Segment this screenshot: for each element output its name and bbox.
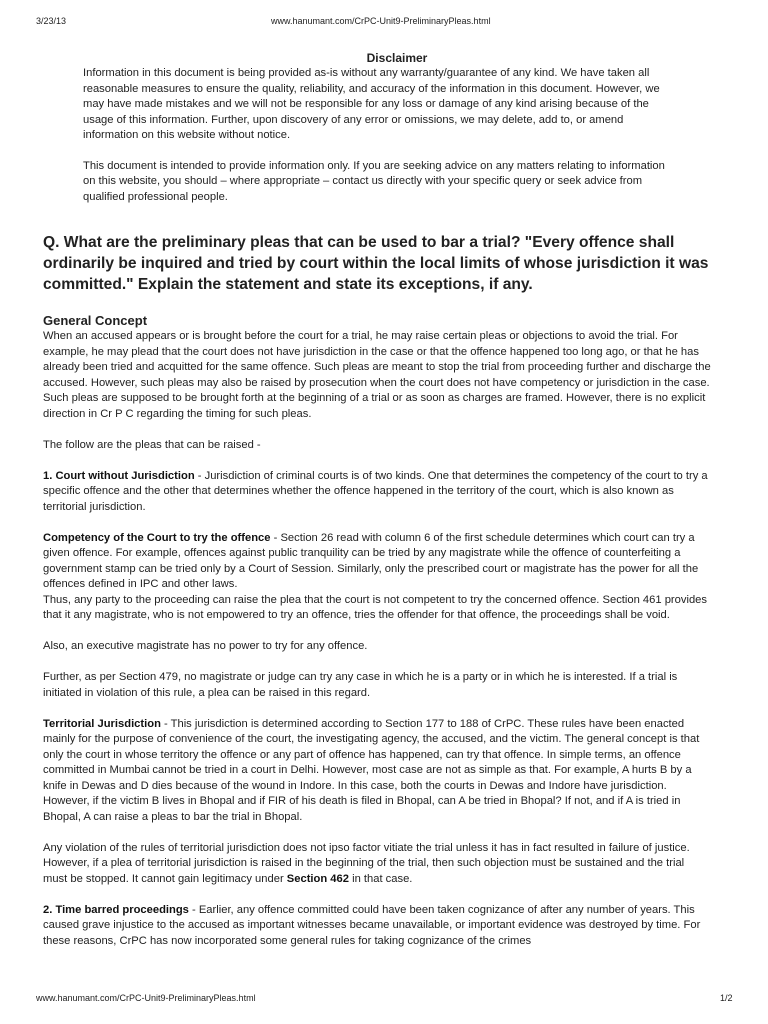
time-barred-lead: 2. Time barred proceedings xyxy=(43,903,189,916)
disclaimer-block xyxy=(83,66,675,205)
time-barred-paragraph xyxy=(43,903,711,950)
disclaimer-paragraph-2: This document is intended to provide information only. If you are seeking advice on any matters relating to information on this website, you should – where appropriate – contact us directly with your specific query or seek advice from qualified professional people. xyxy=(83,159,665,203)
disclaimer-title: Disclaimer xyxy=(366,51,428,65)
header-url: www.hanumant.com/CrPC-Unit9-PreliminaryPleas.html xyxy=(271,16,491,26)
general-paragraph-2: Such pleas are supposed to be brought forth at the beginning of a trial or as soon as charges are framed. However, there is no explicit direction in Cr P C regarding the timing for such pleas. xyxy=(43,392,706,420)
court-without-jurisdiction-paragraph xyxy=(43,469,711,516)
competency-text: - Section 26 read with column 6 of the first schedule determines which court can try a given offence. For example, offences against public tranquility can be tried by any magistrate while the offence of counterfeiting a government stamp can be tried only by a Court of Session. Similarly, only the prescribed court or magistrate has the power for all the offences defined in IPC and other laws. xyxy=(43,531,699,590)
territorial-violation-tail: in that case. xyxy=(348,872,413,885)
footer-page-number: 1/2 xyxy=(720,993,733,1003)
general-concept-heading: General Concept xyxy=(43,313,148,328)
territorial-paragraph xyxy=(43,717,711,826)
court-without-jurisdiction-text: - Jurisdiction of criminal courts is of two kinds. One that determines the competency of the court to try a specific offence and the other that determines whether the offence happened in the territory of the court, which is also known as territorial jurisdiction. xyxy=(43,469,708,513)
document-body xyxy=(43,50,711,949)
court-without-jurisdiction-lead: 1. Court without Jurisdiction xyxy=(43,469,195,482)
competency-paragraph-2: Thus, any party to the proceeding can raise the plea that the court is not competent to try the concerned offence. Section 461 provides that it any magistrate, who is not empowered to try an offence, tries the offender for that offence, the proceedings shall be void. xyxy=(43,593,707,621)
disclaimer-paragraph-1: Information in this document is being provided as-is without any warranty/guarantee of any kind. We have taken all reasonable measures to ensure the quality, reliability, and accuracy of the information in this document. However, we may have made mistakes and we will not be responsible for any loss or damage of any kind arising because of the usage of this information. Further, upon discovery of any error or omissions, we may delete, add to, or amend information on this website without notice. xyxy=(83,67,660,141)
general-paragraph-1: When an accused appears or is brought before the court for a trial, he may raise certain pleas or objections to avoid the trial. For example, he may plead that the court does not have jurisdiction in the case or that the offence happened too long ago, or that he has already been tried and acquitted for the same offence. Such pleas are meant to stop the trial from proceeding further and discharge the accused. However, such pleas may also be raised by prosecution when the court does not have competency or jurisdiction in the case. xyxy=(43,330,711,389)
territorial-lead: Territorial Jurisdiction xyxy=(43,717,161,730)
question-heading: Q. What are the preliminary pleas that can be used to bar a trial? "Every offence shall ordinarily be inquired and tried by court within the local limits of whose jurisdiction it was committed." Explain the statement and state its exceptions, if any. xyxy=(43,234,709,293)
footer-url: www.hanumant.com/CrPC-Unit9-PreliminaryPleas.html xyxy=(36,993,256,1003)
territorial-violation-text: Any violation of the rules of territorial jurisdiction does not ipso factor vitiate the trial unless it has in fact resulted in failure of justice. However, if a plea of territorial jurisdiction is raised in the beginning of the trial, then such objection must be sustained and the trial must be stopped. It cannot gain legitimacy under xyxy=(43,841,690,885)
time-barred-text: - Earlier, any offence committed could have been taken cognizance of after any number of years. This caused grave injustice to the accused as important witnesses became unavailable, or important evidence was destroyed by time. For these reasons, CrPC has now incorporated some general rules for taking cognizance of the crimes xyxy=(43,903,701,947)
competency-paragraph xyxy=(43,531,711,593)
competency-lead: Competency of the Court to try the offence xyxy=(43,531,271,544)
section-462-reference: Section 462 xyxy=(286,872,349,885)
article-body xyxy=(43,329,711,949)
pleas-intro: The follow are the pleas that can be raised - xyxy=(43,438,261,451)
executive-magistrate-paragraph: Also, an executive magistrate has no power to try for any offence. xyxy=(43,640,368,652)
header-date: 3/23/13 xyxy=(36,16,67,26)
section-479-paragraph: Further, as per Section 479, no magistrate or judge can try any case in which he is a party or in which he is interested. If a trial is initiated in violation of this rule, a plea can be raised in this regard. xyxy=(43,671,678,699)
territorial-violation-paragraph xyxy=(43,841,711,888)
territorial-text: - This jurisdiction is determined according to Section 177 to 188 of CrPC. These rules have been enacted mainly for the purpose of convenience of the court, the investigating agency, the accused, and the victim. The general concept is that only the court in whose territory the offence or any part of offence has happened, can try that offence. In simple terms, an offence committed in Mumbai cannot be tried in a court in Delhi. However, most case are not as simple as that. For example, A hurts B by a knife in Dewas and D dies because of the wound in Indore. In this case, both the courts in Dewas and Indore have jurisdiction. However, if the victim B lives in Bhopal and if FIR of his death is filed in Bhopal, can A be tried in Bhopal? If not, and if A is tried in Bhopal, A can raise a pleas to bar the trial in Bhopal. xyxy=(43,717,700,823)
